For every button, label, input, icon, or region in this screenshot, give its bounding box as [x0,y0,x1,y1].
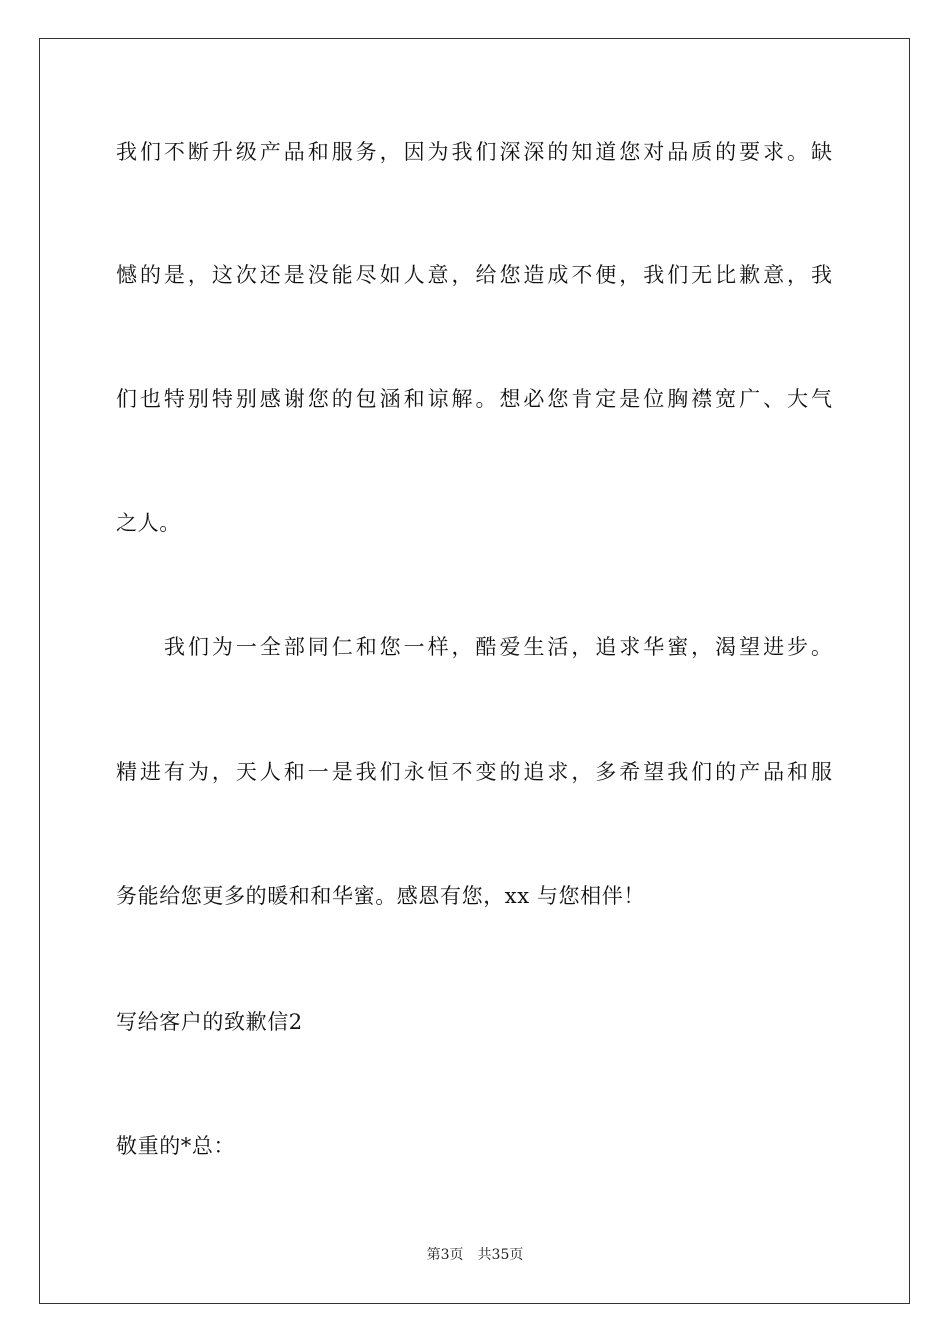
paragraph-1-line-3: 们也特别特别感谢您的包涵和谅解。想必您肯定是位胸襟宽广、大气 [116,387,832,411]
paragraph-1-line-1: 我们不断升级产品和服务，因为我们深深的知道您对品质的要求。缺 [116,140,832,164]
section-heading: 写给客户的致歉信2 [116,1010,303,1034]
page-frame [39,38,910,1304]
paragraph-2-line-3: 务能给您更多的暖和和华蜜。感恩有您，xx 与您相伴！ [116,884,645,908]
page-total: 共35页 [477,1247,524,1263]
page-number: 第3页 [426,1247,464,1263]
paragraph-1-line-2: 憾的是，这次还是没能尽如人意，给您造成不便，我们无比歉意，我 [116,263,832,287]
salutation: 敬重的*总： [116,1134,236,1158]
paragraph-2-line-1: 我们为一全部同仁和您一样，酷爱生活，追求华蜜，渴望进步。 [164,635,832,659]
paragraph-2-line-2: 精进有为，天人和一是我们永恒不变的追求，多希望我们的产品和服 [116,760,832,784]
page-footer [0,1246,950,1264]
paragraph-1-line-4: 之人。 [116,511,181,535]
